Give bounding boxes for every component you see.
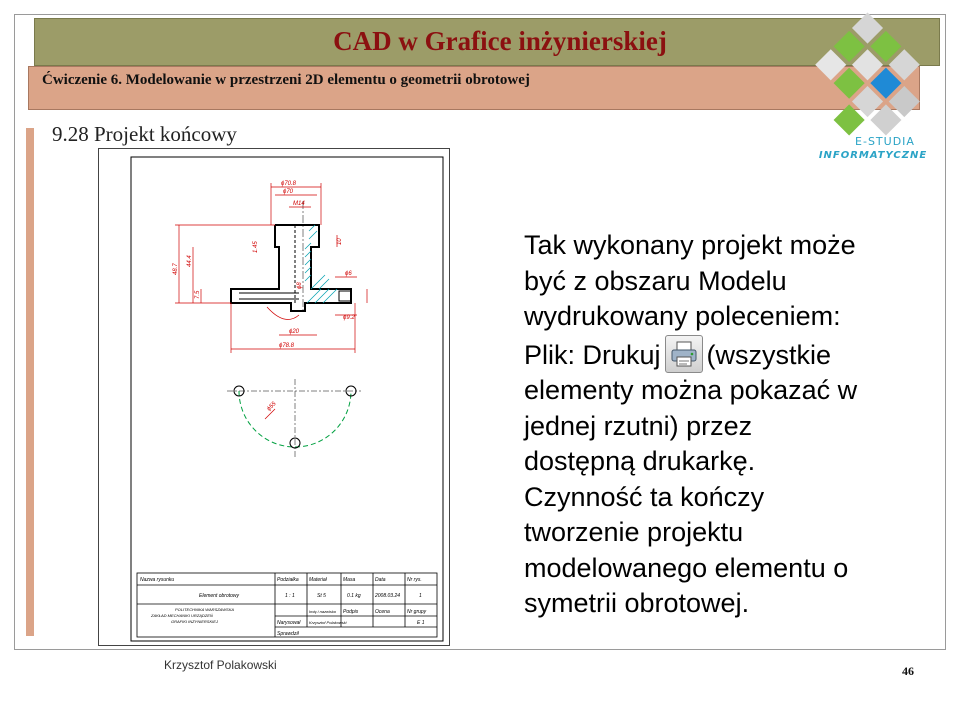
part-section bbox=[231, 225, 351, 311]
logo-text-e-studia: E-STUDIA bbox=[855, 135, 915, 148]
hole-pattern-view bbox=[227, 379, 361, 459]
tb-cell: 1 bbox=[419, 593, 422, 599]
dim-label: 7.5 bbox=[195, 290, 201, 299]
tb-cell: Podpis bbox=[343, 609, 359, 615]
section-heading: 9.28 Projekt końcowy bbox=[52, 122, 237, 146]
dim-label: ϕ8 bbox=[297, 282, 303, 289]
logo-text-informatyczne: INFORMATYCZNE bbox=[818, 150, 928, 161]
tb-cell: Nazwa rysunku bbox=[140, 577, 175, 583]
dim-label: M14 bbox=[293, 201, 305, 207]
slide-body-text bbox=[524, 228, 944, 622]
body-line: elementy można pokazać w bbox=[524, 375, 858, 405]
section-hatch bbox=[305, 225, 337, 303]
dim-label: 48.7 bbox=[173, 263, 179, 275]
dim-label: 44.4 bbox=[187, 255, 193, 267]
technical-drawing bbox=[98, 148, 450, 646]
drawing-border bbox=[131, 157, 443, 641]
tb-cell: Sprawdził bbox=[277, 631, 299, 637]
body-line: Czynność ta kończy bbox=[524, 481, 765, 512]
tb-cell: Krzysztof Polakowski bbox=[309, 620, 347, 625]
printer-icon[interactable] bbox=[665, 335, 703, 373]
body-line: symetrii obrotowej. bbox=[524, 588, 750, 618]
dim-label: 10 bbox=[337, 238, 343, 245]
body-line: Tak wykonany projekt może bbox=[524, 230, 856, 260]
body-line: tworzenie projektu bbox=[524, 517, 744, 547]
dim-label: 1.45 bbox=[253, 241, 259, 253]
page-number: 46 bbox=[902, 664, 914, 678]
tb-cell: St 5 bbox=[317, 593, 326, 599]
body-line: modelowanego elementu o bbox=[524, 552, 849, 583]
tb-cell: Ocena bbox=[375, 609, 390, 615]
dim-label: ϕ9.2 bbox=[343, 315, 355, 321]
body-line-before-icon: Plik: Drukuj bbox=[524, 339, 661, 370]
tb-cell: ZAKŁAD MECHANIKI URZĄDZEŃ bbox=[151, 613, 213, 618]
tb-cell: Imię i nazwisko bbox=[309, 609, 337, 614]
body-line: jednej rzutni) przez bbox=[524, 410, 753, 441]
body-line: wydrukowany poleceniem: bbox=[524, 301, 841, 331]
dim-label: ϕ55 bbox=[266, 401, 278, 413]
footer-author: Krzysztof Polakowski bbox=[164, 658, 277, 672]
tb-cell: Element obrotowy bbox=[199, 593, 240, 599]
tb-cell: 1 : 1 bbox=[285, 593, 295, 599]
tb-cell: Narysował bbox=[277, 620, 301, 626]
tb-cell: Nr grupy bbox=[407, 609, 427, 615]
tb-cell: Materiał bbox=[309, 577, 327, 583]
tb-cell: GRAFIKI INŻYNIERSKIEJ bbox=[171, 619, 218, 624]
dimension-lines bbox=[175, 183, 367, 353]
dim-label: ϕ70.8 bbox=[281, 181, 297, 187]
body-line: dostępną drukarkę. bbox=[524, 446, 756, 476]
slide-title: CAD w Grafice inżynierskiej bbox=[333, 26, 667, 56]
tb-cell: Nr rys. bbox=[407, 577, 422, 583]
title-block-text bbox=[140, 577, 427, 637]
tb-cell: Masa bbox=[343, 577, 356, 583]
dim-label: ϕ20 bbox=[289, 329, 300, 335]
tb-cell: POLITECHNIKA WARSZAWSKA bbox=[175, 607, 235, 612]
tb-cell: Data bbox=[375, 577, 386, 583]
dim-label: ϕ6 bbox=[345, 271, 352, 277]
body-line: być z obszaru Modelu bbox=[524, 265, 787, 296]
dim-label: ϕ70 bbox=[283, 189, 294, 195]
body-line-after-icon: (wszystkie bbox=[706, 339, 832, 370]
tb-cell: Podziałka bbox=[277, 577, 299, 583]
left-accent-bar bbox=[26, 128, 34, 636]
tb-cell: E 1 bbox=[417, 620, 425, 626]
tb-cell: 0.1 kg bbox=[347, 593, 361, 599]
body-line bbox=[524, 335, 944, 374]
tb-cell: 2008.03.24 bbox=[375, 593, 401, 599]
exercise-subtitle: Ćwiczenie 6. Modelowanie w przestrzeni 2D elementu o geometrii obrotowej bbox=[42, 72, 530, 88]
dimension-labels bbox=[173, 181, 355, 349]
dim-label: ϕ78.8 bbox=[279, 343, 295, 349]
